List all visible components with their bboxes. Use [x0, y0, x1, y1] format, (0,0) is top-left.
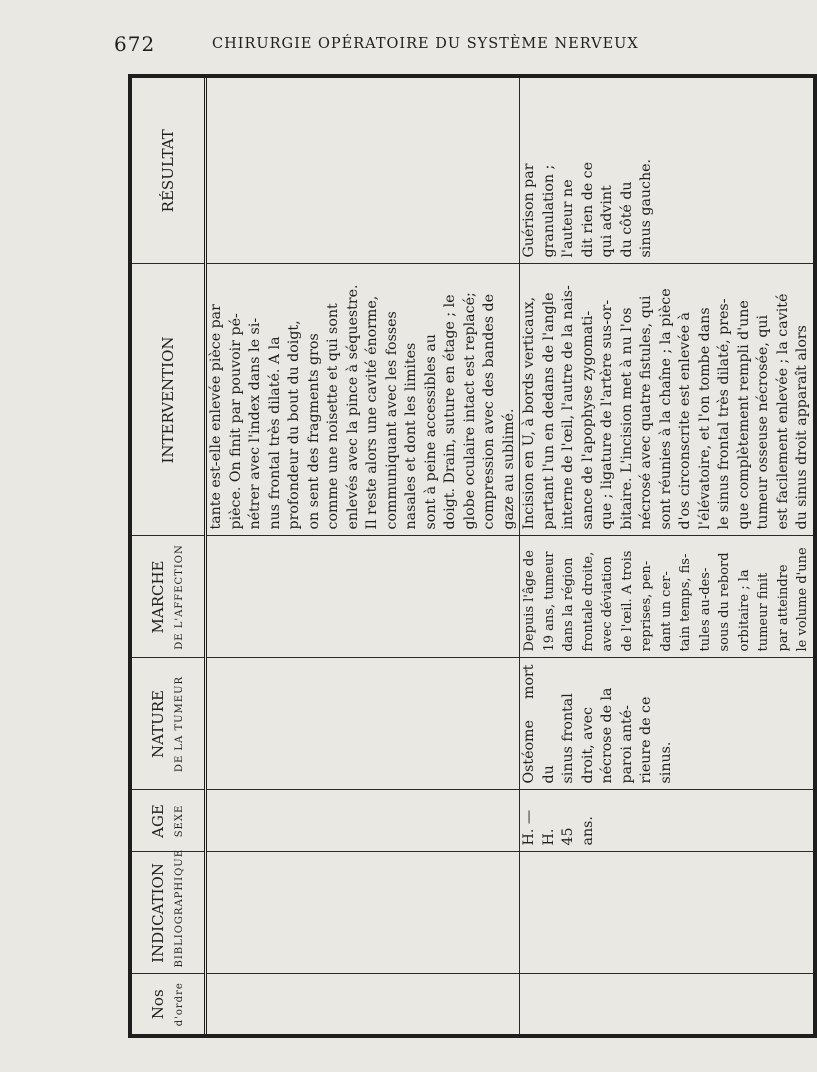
cell-intervention: tante est-elle enlevée pièce par pièce. On finit par pouvoir pé- nétrer avec l'index dans le si- nus frontal très dilaté. A la profondeur du bout du doigt, on sent des fragments gros comme une noisette et qui sont enlevés avec la pince à séquestre. Il reste alors une cavité énorme, communiquant avec les fosses nasales et dont les limites sont à peine accessibles au doigt. Drain, suture en étage ; le globe oculaire intact est replacé; compression avec des bandes de gaze au sublimé.: [206, 264, 520, 536]
cell-numero: [206, 974, 520, 1036]
col-title: AGE: [149, 804, 168, 838]
cell-marche: [206, 536, 520, 658]
cell-marche: Depuis l'âge de 19 ans, tumeur dans la région frontale droite, avec déviation de l'œil. A trois reprises, pen- dant un cer- tain temps, fis- tules au-des- sous du rebord orbitaire ; la tumeur finit par atteindre le volume d'une: [520, 536, 815, 658]
cell-nature: Ostéome mort du sinus frontal droit, avec nécrose de la paroi anté- rieure de ce sinus.: [520, 658, 815, 790]
col-header-intervention: [130, 264, 206, 536]
page-header: [0, 28, 800, 62]
col-subtitle: d'ordre: [174, 982, 186, 1027]
cell-indication: [520, 852, 815, 974]
col-header-age: [130, 790, 206, 852]
col-header-indication: [130, 848, 206, 974]
cell-resultat: Guérison par granulation ; l'auteur ne dit rien de ce qui advint du côté du sinus gauche.: [520, 76, 815, 264]
cell-resultat: [206, 76, 520, 264]
table-row: [206, 76, 520, 1036]
cell-numero: [520, 974, 815, 1036]
table-header-row: [130, 76, 206, 1036]
table-row: [520, 76, 815, 1036]
case-table: [128, 74, 817, 1038]
col-title: RÉSULTAT: [158, 129, 177, 213]
col-title: Nos: [149, 989, 168, 1020]
col-header-numero: [130, 974, 206, 1036]
cell-nature: [206, 658, 520, 790]
col-subtitle: BIBLIOGRAPHIQUE: [174, 848, 186, 968]
running-title: CHIRURGIE OPÉRATOIRE DU SYSTÈME NERVEUX: [212, 36, 639, 52]
col-subtitle: DE LA TUMEUR: [174, 675, 186, 773]
col-title: MARCHE: [149, 560, 168, 634]
cell-indication: [206, 852, 520, 974]
cell-intervention: Incision en U, à bords verticaux, partant l'un en dedans de l'angle interne de l'œil, l'autre de la nais- sance de l'apophyse zygomati- que ; ligature de l'artère sus-or- bitaire. L'incision met à nu l'os nécrosé avec quatre fistules, qui sont réunies à la chaîne ; la pièce d'os circonscrite est enlevée à l'élévatoire, et l'on tombe dans le sinus frontal très dilaté, pres- que complètement rempli d'une tumeur osseuse nécrosée, qui est facilement enlevée ; la cavité du sinus droit apparaît alors: [520, 264, 815, 536]
col-title: INDICATION: [149, 863, 168, 963]
col-header-resultat: [130, 76, 206, 264]
page-number: 672: [114, 32, 156, 56]
cell-age: [206, 790, 520, 852]
col-header-nature: [130, 658, 206, 790]
col-title: INTERVENTION: [158, 336, 177, 464]
col-subtitle: SEXE: [174, 804, 186, 838]
col-header-marche: [130, 536, 206, 658]
cell-age: H. — H. 45 ans.: [520, 790, 815, 852]
col-subtitle: DE L'AFFECTION: [174, 544, 186, 650]
col-title: NATURE: [149, 689, 168, 759]
rotated-table-container: [128, 78, 810, 1038]
